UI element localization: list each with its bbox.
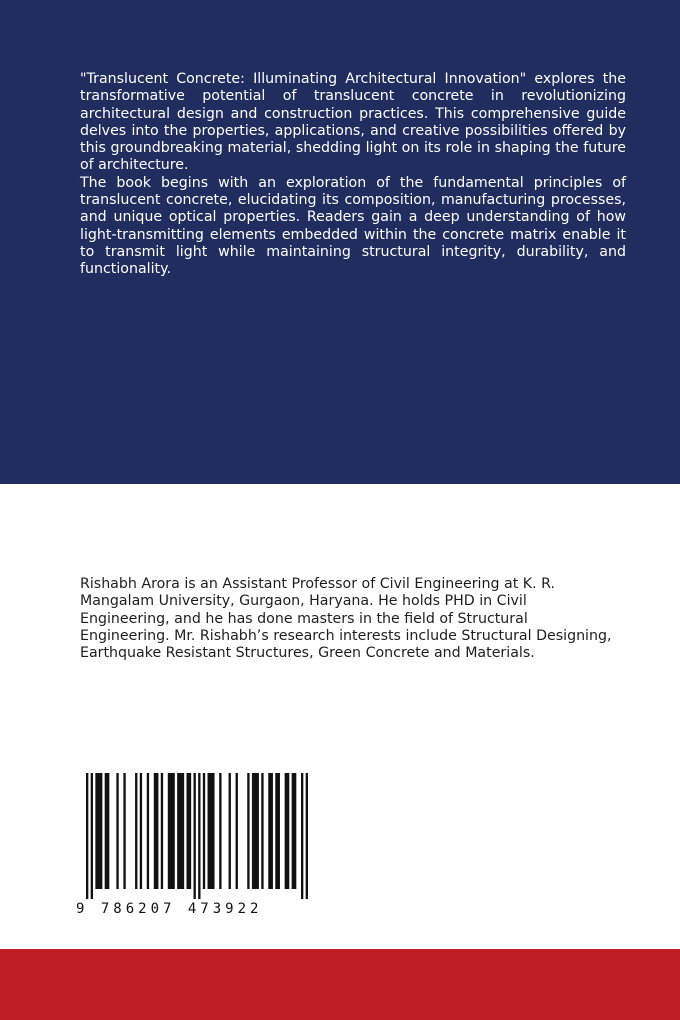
- barcode-bar-7: [140, 773, 142, 889]
- barcode-bar-25: [275, 773, 280, 889]
- book-synopsis: [80, 71, 626, 279]
- barcode-bar-15: [198, 773, 200, 899]
- barcode-bar-11: [168, 773, 175, 889]
- barcode-bar-5: [123, 773, 125, 889]
- barcode-bar-29: [306, 773, 308, 899]
- synopsis-paragraph-1: "Translucent Concrete: Illuminating Architectural Innovation" explores the transformative potential of translucent concrete in revolutionizing architectural design and construction practices. This comprehensive guide delves into the properties, applications, and creative possibilities offered by this groundbreaking material, shedding light on its role in shaping the future of architecture.: [80, 71, 626, 174]
- barcode-bar-10: [161, 773, 163, 889]
- synopsis-paragraph-2: The book begins with an exploration of the fundamental principles of translucent concrete, elucidating its composition, manufacturing processes, and unique optical properties. Readers gain a deep understanding of how light-transmitting elements embedded within the concrete matrix enable it to transmit light while maintaining structural integrity, durability, and functionality.: [80, 174, 626, 278]
- barcode-bar-16: [203, 773, 205, 889]
- barcode-bar-20: [236, 773, 238, 889]
- barcode-bar-14: [193, 773, 195, 899]
- barcode-bar-17: [208, 773, 215, 889]
- cover-bottom-band: [0, 949, 680, 1020]
- barcode-bar-2: [95, 773, 102, 889]
- barcode-bar-12: [177, 773, 184, 889]
- isbn-barcode: [76, 773, 316, 923]
- barcode-bar-3: [105, 773, 110, 889]
- barcode-bar-21: [247, 773, 249, 889]
- barcode-bar-19: [229, 773, 231, 889]
- barcode-bar-13: [186, 773, 191, 889]
- barcode-bar-28: [301, 773, 303, 899]
- author-bio: Rishabh Arora is an Assistant Professor of Civil Engineering at K. R. Mangalam University, Gurgaon, Haryana. He holds PHD in Civil Engineering, and he has done masters in the field of Structural Engineering. Mr. Rishabh’s research interests include Structural Designing, Earthquake Resistant Structures, Green Concrete and Materials.: [80, 576, 612, 662]
- barcode-bar-8: [147, 773, 149, 889]
- barcode-bar-1: [91, 773, 93, 899]
- barcode-bar-27: [292, 773, 297, 889]
- barcode-bar-4: [116, 773, 118, 889]
- barcode-bar-24: [268, 773, 273, 889]
- barcode-bar-6: [135, 773, 137, 889]
- barcode-bar-26: [285, 773, 290, 889]
- barcode-bar-9: [154, 773, 159, 889]
- isbn-digits: 9 786207 473922: [76, 901, 263, 917]
- cover-top-band: [0, 0, 680, 484]
- barcode-bar-18: [219, 773, 221, 889]
- barcode-bar-23: [261, 773, 263, 889]
- barcode-bars: [86, 773, 308, 899]
- barcode-bar-22: [252, 773, 259, 889]
- barcode-bar-0: [86, 773, 88, 899]
